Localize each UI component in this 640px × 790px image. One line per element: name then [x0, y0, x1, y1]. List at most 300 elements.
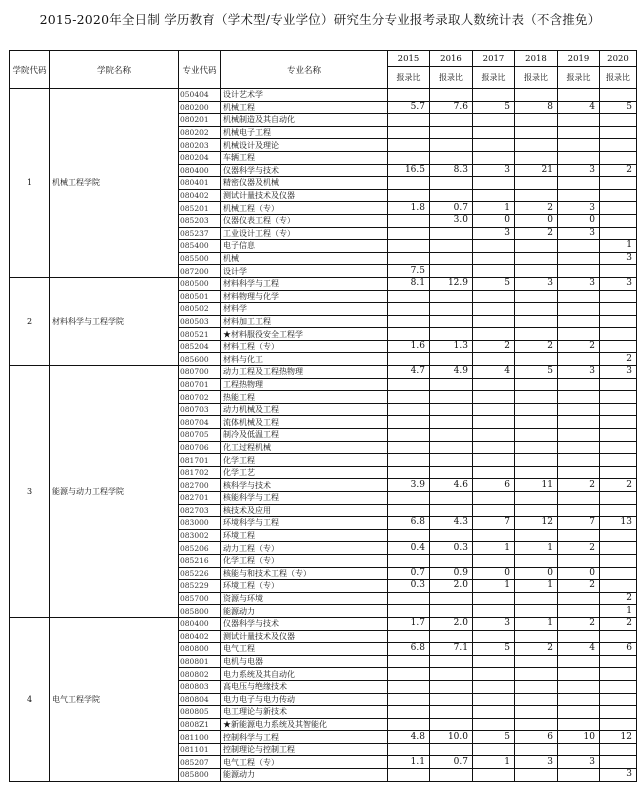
major-name: 动力工程（专） — [221, 542, 388, 555]
ratio-cell: 3 — [558, 277, 600, 290]
major-code: 080400 — [179, 617, 221, 630]
ratio-cell — [558, 290, 600, 303]
ratio-cell: 12.9 — [430, 277, 473, 290]
ratio-cell — [430, 554, 473, 567]
major-name: 机械工程（专） — [221, 202, 388, 215]
ratio-cell: 2.0 — [430, 617, 473, 630]
ratio-cell — [473, 139, 515, 152]
ratio-cell: 4 — [473, 366, 515, 379]
ratio-cell — [558, 403, 600, 416]
ratio-cell — [473, 743, 515, 756]
major-name: 化学工程（专） — [221, 554, 388, 567]
major-name: 环境工程（专） — [221, 580, 388, 593]
ratio-cell: 3.0 — [430, 214, 473, 227]
major-code: 081701 — [179, 454, 221, 467]
ratio-cell — [473, 441, 515, 454]
ratio-cell — [430, 114, 473, 127]
ratio-cell — [515, 391, 558, 404]
ratio-cell — [388, 252, 430, 265]
ratio-cell — [515, 492, 558, 505]
ratio-cell — [600, 706, 637, 719]
school-name: 能源与动力工程学院 — [50, 366, 179, 618]
major-name: 核能科学与工程 — [221, 492, 388, 505]
ratio-cell — [430, 592, 473, 605]
major-code: 080700 — [179, 366, 221, 379]
ratio-cell: 0.7 — [388, 567, 430, 580]
major-code: 0808Z1 — [179, 718, 221, 731]
ratio-cell — [473, 303, 515, 316]
ratio-cell: 3 — [473, 617, 515, 630]
ratio-cell: 1 — [473, 580, 515, 593]
ratio-cell: 0 — [515, 214, 558, 227]
ratio-cell — [473, 353, 515, 366]
major-name: 环境科学与工程 — [221, 517, 388, 530]
ratio-cell — [388, 189, 430, 202]
major-code: 080702 — [179, 391, 221, 404]
ratio-cell — [388, 743, 430, 756]
ratio-cell — [388, 504, 430, 517]
major-code: 080801 — [179, 655, 221, 668]
school-code: 3 — [10, 366, 50, 618]
ratio-cell — [388, 353, 430, 366]
table-row — [10, 89, 637, 102]
ratio-cell — [388, 693, 430, 706]
ratio-cell — [388, 177, 430, 190]
ratio-cell: 3 — [558, 366, 600, 379]
major-code: 082700 — [179, 479, 221, 492]
ratio-cell — [430, 655, 473, 668]
ratio-cell: 1 — [600, 605, 637, 618]
header-major-name: 专业名称 — [221, 51, 388, 89]
ratio-cell: 0 — [558, 214, 600, 227]
major-name: 仪器科学与技术 — [221, 164, 388, 177]
ratio-cell — [430, 252, 473, 265]
major-name: ★新能源电力系统及其智能化 — [221, 718, 388, 731]
ratio-cell: 8 — [515, 101, 558, 114]
ratio-cell — [388, 89, 430, 102]
ratio-cell: 3 — [600, 366, 637, 379]
ratio-cell: 3 — [515, 277, 558, 290]
ratio-cell — [388, 151, 430, 164]
ratio-cell: 7.1 — [430, 643, 473, 656]
major-name: 仪器仪表工程（专） — [221, 214, 388, 227]
ratio-cell — [515, 139, 558, 152]
major-name: 材料学 — [221, 303, 388, 316]
major-name: 电工理论与新技术 — [221, 706, 388, 719]
ratio-cell — [515, 668, 558, 681]
ratio-cell — [600, 315, 637, 328]
ratio-cell: 0 — [473, 567, 515, 580]
major-code: 085600 — [179, 353, 221, 366]
ratio-cell — [600, 403, 637, 416]
ratio-cell — [558, 240, 600, 253]
major-code: 080802 — [179, 668, 221, 681]
ratio-cell: 8.3 — [430, 164, 473, 177]
ratio-cell: 3 — [558, 202, 600, 215]
ratio-cell — [388, 240, 430, 253]
ratio-cell — [473, 492, 515, 505]
ratio-cell — [430, 605, 473, 618]
ratio-cell — [388, 630, 430, 643]
major-name: ★材料服役安全工程学 — [221, 328, 388, 341]
major-code: 085500 — [179, 252, 221, 265]
major-code: 080204 — [179, 151, 221, 164]
school-code: 1 — [10, 89, 50, 278]
header-ratio: 报录比 — [473, 67, 515, 89]
ratio-cell — [600, 693, 637, 706]
school-code: 4 — [10, 617, 50, 781]
major-code: 085207 — [179, 756, 221, 769]
ratio-cell — [388, 680, 430, 693]
major-name: 能源动力 — [221, 769, 388, 782]
ratio-cell: 7.6 — [430, 101, 473, 114]
major-name: 环境工程 — [221, 529, 388, 542]
ratio-cell: 3 — [558, 227, 600, 240]
ratio-cell — [473, 592, 515, 605]
ratio-cell: 16.5 — [388, 164, 430, 177]
ratio-cell — [600, 328, 637, 341]
ratio-cell — [558, 265, 600, 278]
ratio-cell: 3 — [600, 252, 637, 265]
ratio-cell — [473, 252, 515, 265]
ratio-cell — [558, 554, 600, 567]
ratio-cell — [473, 718, 515, 731]
ratio-cell — [600, 441, 637, 454]
school-name: 材料科学与工程学院 — [50, 277, 179, 365]
ratio-cell — [558, 315, 600, 328]
ratio-cell — [600, 202, 637, 215]
ratio-cell: 3.9 — [388, 479, 430, 492]
major-code: 085206 — [179, 542, 221, 555]
ratio-cell — [430, 416, 473, 429]
major-name: 工业设计工程（专） — [221, 227, 388, 240]
ratio-cell — [515, 290, 558, 303]
ratio-cell — [473, 240, 515, 253]
ratio-cell — [430, 315, 473, 328]
major-name: 材料工程（专） — [221, 340, 388, 353]
ratio-cell — [388, 227, 430, 240]
major-code: 081100 — [179, 731, 221, 744]
major-code: 085201 — [179, 202, 221, 215]
ratio-cell — [600, 580, 637, 593]
ratio-cell: 1 — [515, 580, 558, 593]
ratio-cell: 1 — [473, 756, 515, 769]
ratio-cell — [473, 630, 515, 643]
major-code: 085204 — [179, 340, 221, 353]
ratio-cell: 4 — [558, 101, 600, 114]
header-school-name: 学院名称 — [50, 51, 179, 89]
ratio-cell — [430, 466, 473, 479]
ratio-cell — [558, 252, 600, 265]
ratio-cell — [430, 391, 473, 404]
major-name: 机械设计及理论 — [221, 139, 388, 152]
ratio-cell — [388, 605, 430, 618]
major-code: 081101 — [179, 743, 221, 756]
ratio-cell — [473, 315, 515, 328]
ratio-cell: 0 — [515, 567, 558, 580]
ratio-cell — [600, 290, 637, 303]
ratio-cell: 13 — [600, 517, 637, 530]
ratio-cell — [473, 554, 515, 567]
ratio-cell — [430, 328, 473, 341]
ratio-cell — [515, 429, 558, 442]
header-year: 2015 — [388, 51, 430, 67]
ratio-cell: 4 — [558, 643, 600, 656]
ratio-cell: 2 — [558, 580, 600, 593]
ratio-cell — [430, 429, 473, 442]
header-school-code: 学院代码 — [10, 51, 50, 89]
major-code: 082701 — [179, 492, 221, 505]
ratio-cell — [558, 303, 600, 316]
ratio-cell: 5 — [515, 366, 558, 379]
ratio-cell — [558, 454, 600, 467]
ratio-cell — [600, 718, 637, 731]
major-code: 082703 — [179, 504, 221, 517]
ratio-cell — [600, 265, 637, 278]
ratio-cell — [558, 151, 600, 164]
ratio-cell — [388, 328, 430, 341]
ratio-cell — [388, 718, 430, 731]
ratio-cell: 5 — [473, 101, 515, 114]
major-code: 080706 — [179, 441, 221, 454]
ratio-cell — [515, 114, 558, 127]
major-code: 081702 — [179, 466, 221, 479]
header-ratio: 报录比 — [558, 67, 600, 89]
ratio-cell — [473, 290, 515, 303]
ratio-cell — [430, 693, 473, 706]
ratio-cell: 12 — [515, 517, 558, 530]
ratio-cell: 21 — [515, 164, 558, 177]
header-year: 2020 — [600, 51, 637, 67]
ratio-cell: 6 — [473, 479, 515, 492]
ratio-cell — [473, 151, 515, 164]
major-name: 动力工程及工程热物理 — [221, 366, 388, 379]
major-code: 083000 — [179, 517, 221, 530]
ratio-cell — [558, 89, 600, 102]
ratio-cell: 1 — [515, 617, 558, 630]
ratio-cell: 2.0 — [430, 580, 473, 593]
ratio-cell — [515, 655, 558, 668]
major-name: 能源动力 — [221, 605, 388, 618]
ratio-cell: 5 — [473, 643, 515, 656]
ratio-cell — [558, 139, 600, 152]
ratio-cell — [430, 769, 473, 782]
ratio-cell — [473, 429, 515, 442]
major-name: 材料与化工 — [221, 353, 388, 366]
ratio-cell — [430, 454, 473, 467]
ratio-cell — [430, 227, 473, 240]
ratio-cell: 0.7 — [430, 756, 473, 769]
ratio-cell — [430, 403, 473, 416]
ratio-cell: 1 — [515, 542, 558, 555]
ratio-cell — [515, 151, 558, 164]
ratio-cell — [430, 492, 473, 505]
ratio-cell — [558, 189, 600, 202]
ratio-cell: 3 — [515, 756, 558, 769]
ratio-cell — [388, 706, 430, 719]
ratio-cell — [473, 454, 515, 467]
admission-ratio-table — [9, 50, 637, 782]
major-code: 080803 — [179, 680, 221, 693]
major-name: 高电压与绝缘技术 — [221, 680, 388, 693]
ratio-cell — [600, 567, 637, 580]
ratio-cell: 3 — [600, 769, 637, 782]
ratio-cell: 6 — [515, 731, 558, 744]
ratio-cell — [600, 492, 637, 505]
major-name: 热能工程 — [221, 391, 388, 404]
ratio-cell — [430, 151, 473, 164]
ratio-cell — [558, 177, 600, 190]
ratio-cell: 6.8 — [388, 643, 430, 656]
ratio-cell: 4.6 — [430, 479, 473, 492]
major-code: 085203 — [179, 214, 221, 227]
table-row — [10, 617, 637, 630]
ratio-cell: 2 — [600, 353, 637, 366]
ratio-cell: 3 — [558, 756, 600, 769]
major-code: 085700 — [179, 592, 221, 605]
ratio-cell — [515, 769, 558, 782]
ratio-cell — [515, 353, 558, 366]
ratio-cell — [515, 592, 558, 605]
ratio-cell — [515, 743, 558, 756]
major-name: 电机与电器 — [221, 655, 388, 668]
ratio-cell — [515, 630, 558, 643]
ratio-cell — [388, 769, 430, 782]
ratio-cell — [388, 592, 430, 605]
ratio-cell — [600, 189, 637, 202]
ratio-cell — [473, 655, 515, 668]
ratio-cell — [600, 89, 637, 102]
major-code: 087200 — [179, 265, 221, 278]
major-name: 电气工程（专） — [221, 756, 388, 769]
ratio-cell — [515, 554, 558, 567]
ratio-cell: 11 — [515, 479, 558, 492]
ratio-cell — [473, 605, 515, 618]
ratio-cell: 1.8 — [388, 202, 430, 215]
ratio-cell — [558, 328, 600, 341]
ratio-cell — [515, 126, 558, 139]
major-name: 控制理论与控制工程 — [221, 743, 388, 756]
header-year: 2017 — [473, 51, 515, 67]
ratio-cell — [600, 668, 637, 681]
ratio-cell — [515, 403, 558, 416]
major-code: 080705 — [179, 429, 221, 442]
ratio-cell: 3 — [558, 164, 600, 177]
major-code: 085800 — [179, 769, 221, 782]
ratio-cell: 2 — [600, 617, 637, 630]
ratio-cell — [430, 529, 473, 542]
ratio-cell — [600, 680, 637, 693]
major-name: 核能与和技术工程（专） — [221, 567, 388, 580]
ratio-cell — [430, 89, 473, 102]
ratio-cell: 2 — [558, 617, 600, 630]
major-name: 机械工程 — [221, 101, 388, 114]
ratio-cell: 7 — [558, 517, 600, 530]
ratio-cell — [515, 693, 558, 706]
major-name: 设计学 — [221, 265, 388, 278]
major-code: 080202 — [179, 126, 221, 139]
ratio-cell — [600, 655, 637, 668]
major-code: 080400 — [179, 164, 221, 177]
ratio-cell: 3 — [473, 227, 515, 240]
ratio-cell — [473, 378, 515, 391]
ratio-cell — [430, 177, 473, 190]
ratio-cell — [473, 403, 515, 416]
ratio-cell — [430, 378, 473, 391]
ratio-cell — [515, 504, 558, 517]
ratio-cell — [600, 554, 637, 567]
ratio-cell — [558, 504, 600, 517]
ratio-cell: 7 — [473, 517, 515, 530]
ratio-cell — [600, 429, 637, 442]
ratio-cell: 2 — [515, 643, 558, 656]
ratio-cell — [430, 139, 473, 152]
ratio-cell — [515, 189, 558, 202]
ratio-cell — [600, 630, 637, 643]
ratio-cell — [515, 706, 558, 719]
ratio-cell: 2 — [515, 227, 558, 240]
ratio-cell: 8.1 — [388, 277, 430, 290]
ratio-cell: 5 — [473, 731, 515, 744]
major-code: 085800 — [179, 605, 221, 618]
ratio-cell — [515, 315, 558, 328]
major-name: 精密仪器及机械 — [221, 177, 388, 190]
major-name: 动力机械及工程 — [221, 403, 388, 416]
header-year: 2019 — [558, 51, 600, 67]
major-name: 测试计量技术及仪器 — [221, 189, 388, 202]
major-code: 080402 — [179, 189, 221, 202]
ratio-cell: 4.9 — [430, 366, 473, 379]
ratio-cell — [515, 680, 558, 693]
ratio-cell — [430, 353, 473, 366]
ratio-cell — [515, 454, 558, 467]
ratio-cell — [600, 227, 637, 240]
ratio-cell — [473, 391, 515, 404]
major-name: 电力电子与电力传动 — [221, 693, 388, 706]
ratio-cell — [600, 303, 637, 316]
major-code: 083002 — [179, 529, 221, 542]
ratio-cell — [388, 290, 430, 303]
ratio-cell — [473, 769, 515, 782]
ratio-cell — [558, 114, 600, 127]
ratio-cell — [388, 114, 430, 127]
ratio-cell — [473, 693, 515, 706]
ratio-cell: 2 — [600, 164, 637, 177]
ratio-cell — [473, 189, 515, 202]
ratio-cell — [473, 706, 515, 719]
ratio-cell: 5 — [600, 101, 637, 114]
ratio-cell — [515, 252, 558, 265]
ratio-cell — [600, 416, 637, 429]
major-name: 流体机械及工程 — [221, 416, 388, 429]
major-code: 080500 — [179, 277, 221, 290]
ratio-cell — [558, 353, 600, 366]
ratio-cell — [558, 492, 600, 505]
ratio-cell — [430, 265, 473, 278]
major-code: 080521 — [179, 328, 221, 341]
major-code: 085237 — [179, 227, 221, 240]
ratio-cell: 0.4 — [388, 542, 430, 555]
ratio-cell — [388, 466, 430, 479]
ratio-cell: 12 — [600, 731, 637, 744]
header-ratio: 报录比 — [388, 67, 430, 89]
ratio-cell: 2 — [515, 340, 558, 353]
ratio-cell — [473, 529, 515, 542]
ratio-cell — [558, 466, 600, 479]
ratio-cell — [430, 680, 473, 693]
table-row — [10, 366, 637, 379]
major-name: 机械 — [221, 252, 388, 265]
